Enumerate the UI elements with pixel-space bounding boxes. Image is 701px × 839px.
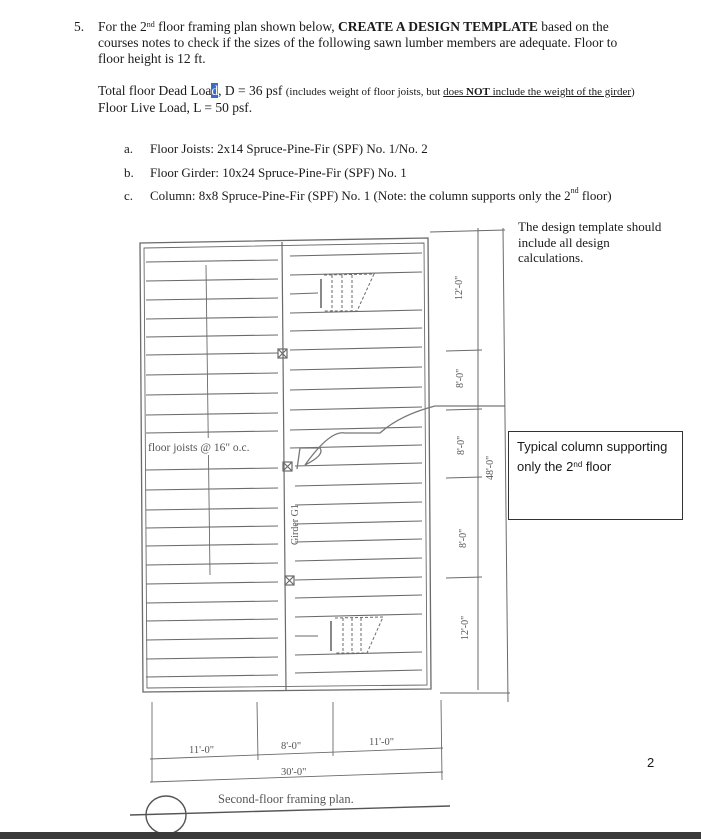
girder-label: Girder G1 (290, 504, 301, 545)
dim-v-4: 8'-0" (458, 528, 469, 548)
dim-v-5: 12'-0" (460, 615, 471, 640)
design-template-note: The design template should include all design calculations. (518, 219, 662, 265)
dead-load: Total floor Dead Load, D = 36 psf (includes weight of floor joists, but does NOT include the weight of the girder) (98, 83, 635, 98)
typical-column-callout: Typical column supporting only the 2nd floor (508, 431, 683, 520)
page-number: 2 (647, 755, 655, 770)
plan-title: Second-floor framing plan. (218, 792, 354, 806)
text-cursor-selection: d (211, 83, 219, 98)
live-load: Floor Live Load, L = 50 psf. (98, 100, 253, 115)
dead-load-note: (includes weight of floor joists, but does NOT include the weight of the girder) (285, 86, 635, 98)
dim-h-3: 11'-0" (369, 737, 395, 748)
create-design-template-emphasis: CREATE A DESIGN TEMPLATE (337, 19, 538, 34)
dim-v-3: 8'-0" (456, 435, 467, 455)
dim-h-1: 11'-0" (189, 745, 215, 756)
question-number: 5. (74, 19, 85, 34)
question-text: For the 2nd floor framing plan shown below, CREATE A DESIGN TEMPLATE based on the courses notes to check if the sizes of the following sawn lumber members are adequate. Floor to floor height is 12 ft. (98, 19, 618, 66)
dim-h-2: 8'-0" (281, 741, 302, 752)
dim-v-total: 48'-0" (485, 455, 496, 480)
dim-v-1: 12'-0" (454, 275, 465, 300)
joist-spacing-label: floor joists @ 16" o.c. (148, 442, 250, 454)
bottom-edge-bar (0, 832, 701, 839)
dim-h-total: 30'-0" (281, 767, 307, 778)
dim-v-2: 8'-0" (455, 368, 466, 388)
